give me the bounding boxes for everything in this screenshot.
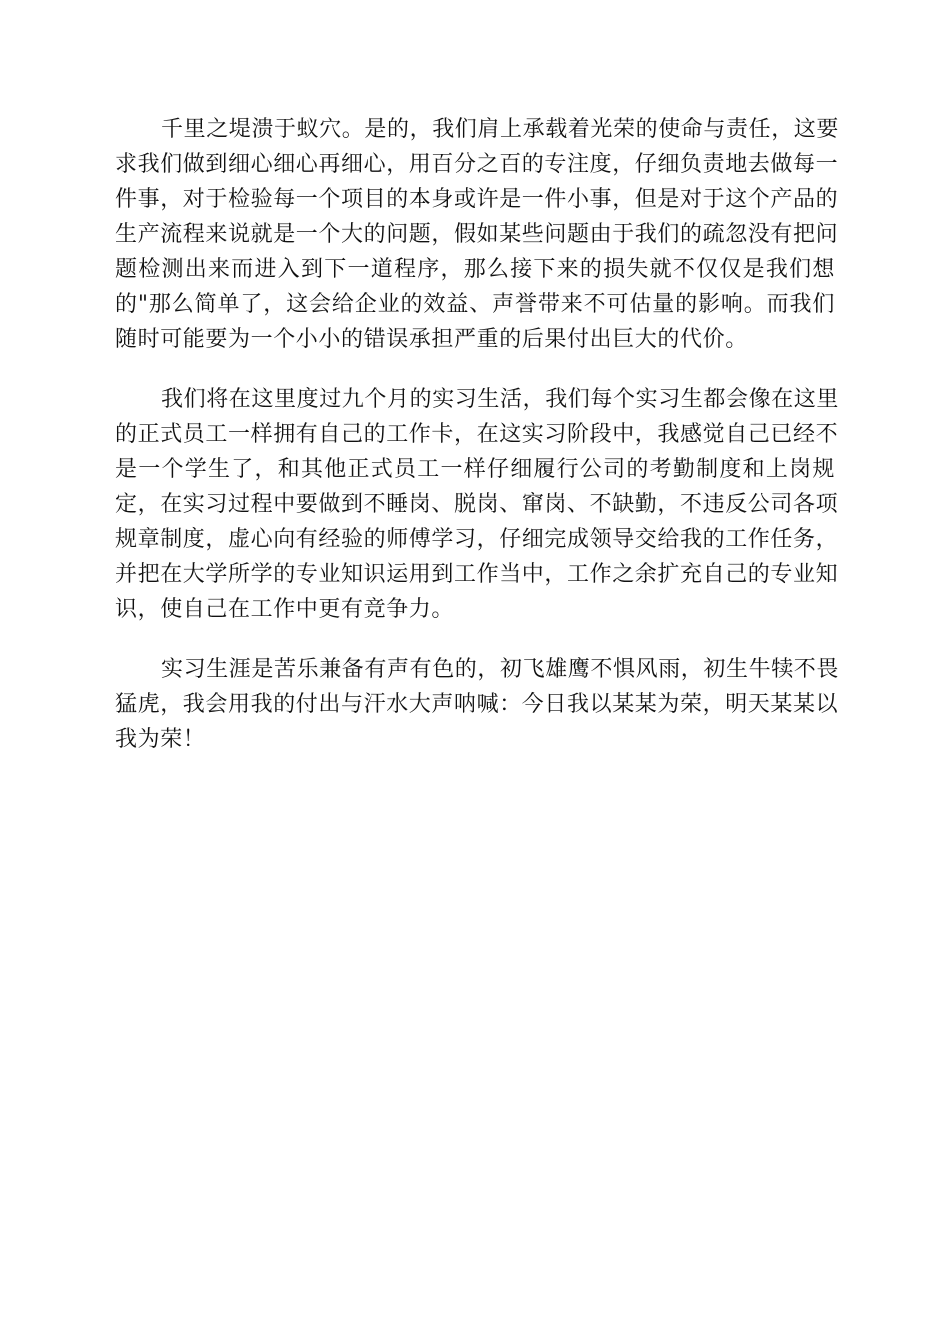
paragraph-line: 并把在大学所学的专业知识运用到工作当中，工作之余扩充自己的专业知	[115, 562, 839, 587]
paragraph-line: 定，在实习过程中要做到不睡岗、脱岗、窜岗、不缺勤，不违反公司各项	[115, 492, 839, 517]
paragraph-line: 我们将在这里度过九个月的实习生活，我们每个实习生都会像在这里	[161, 387, 840, 412]
paragraph-line: 猛虎，我会用我的付出与汗水大声呐喊：今日我以某某为荣，明天某某以	[115, 692, 839, 717]
paragraph-line: 题检测出来而进入到下一道程序，那么接下来的损失就不仅仅是我们想	[115, 257, 835, 282]
paragraph-line: 的正式员工一样拥有自己的工作卡，在这实习阶段中，我感觉自己已经不	[115, 422, 839, 447]
paragraph-line: 生产流程来说就是一个大的问题，假如某些问题由于我们的疏忽没有把问	[115, 222, 839, 247]
paragraph-line: 我为荣！	[115, 727, 206, 752]
document-body	[115, 112, 840, 782]
paragraph-line: 千里之堤溃于蚁穴。是的，我们肩上承载着光荣的使命与责任，这要	[161, 117, 840, 142]
paragraph-line: 求我们做到细心细心再细心，用百分之百的专注度，仔细负责地去做每一	[115, 152, 839, 177]
paragraph-2	[115, 382, 840, 627]
paragraph-line: 件事，对于检验每一个项目的本身或许是一件小事，但是对于这个产品的	[115, 187, 839, 212]
paragraph-line: 规章制度，虚心向有经验的师傅学习，仔细完成领导交给我的工作任务，	[115, 527, 839, 552]
paragraph-3	[115, 652, 840, 757]
paragraph-1	[115, 112, 840, 357]
paragraph-line: 是一个学生了，和其他正式员工一样仔细履行公司的考勤制度和上岗规	[115, 457, 835, 482]
paragraph-line: 的"那么简单了，这会给企业的效益、声誉带来不可估量的影响。而我们	[115, 292, 835, 317]
paragraph-line: 实习生涯是苦乐兼备有声有色的，初飞雄鹰不惧风雨，初生牛犊不畏	[161, 657, 840, 682]
paragraph-line: 随时可能要为一个小小的错误承担严重的后果付出巨大的代价。	[115, 327, 748, 352]
paragraph-line: 识，使自己在工作中更有竞争力。	[115, 597, 455, 622]
